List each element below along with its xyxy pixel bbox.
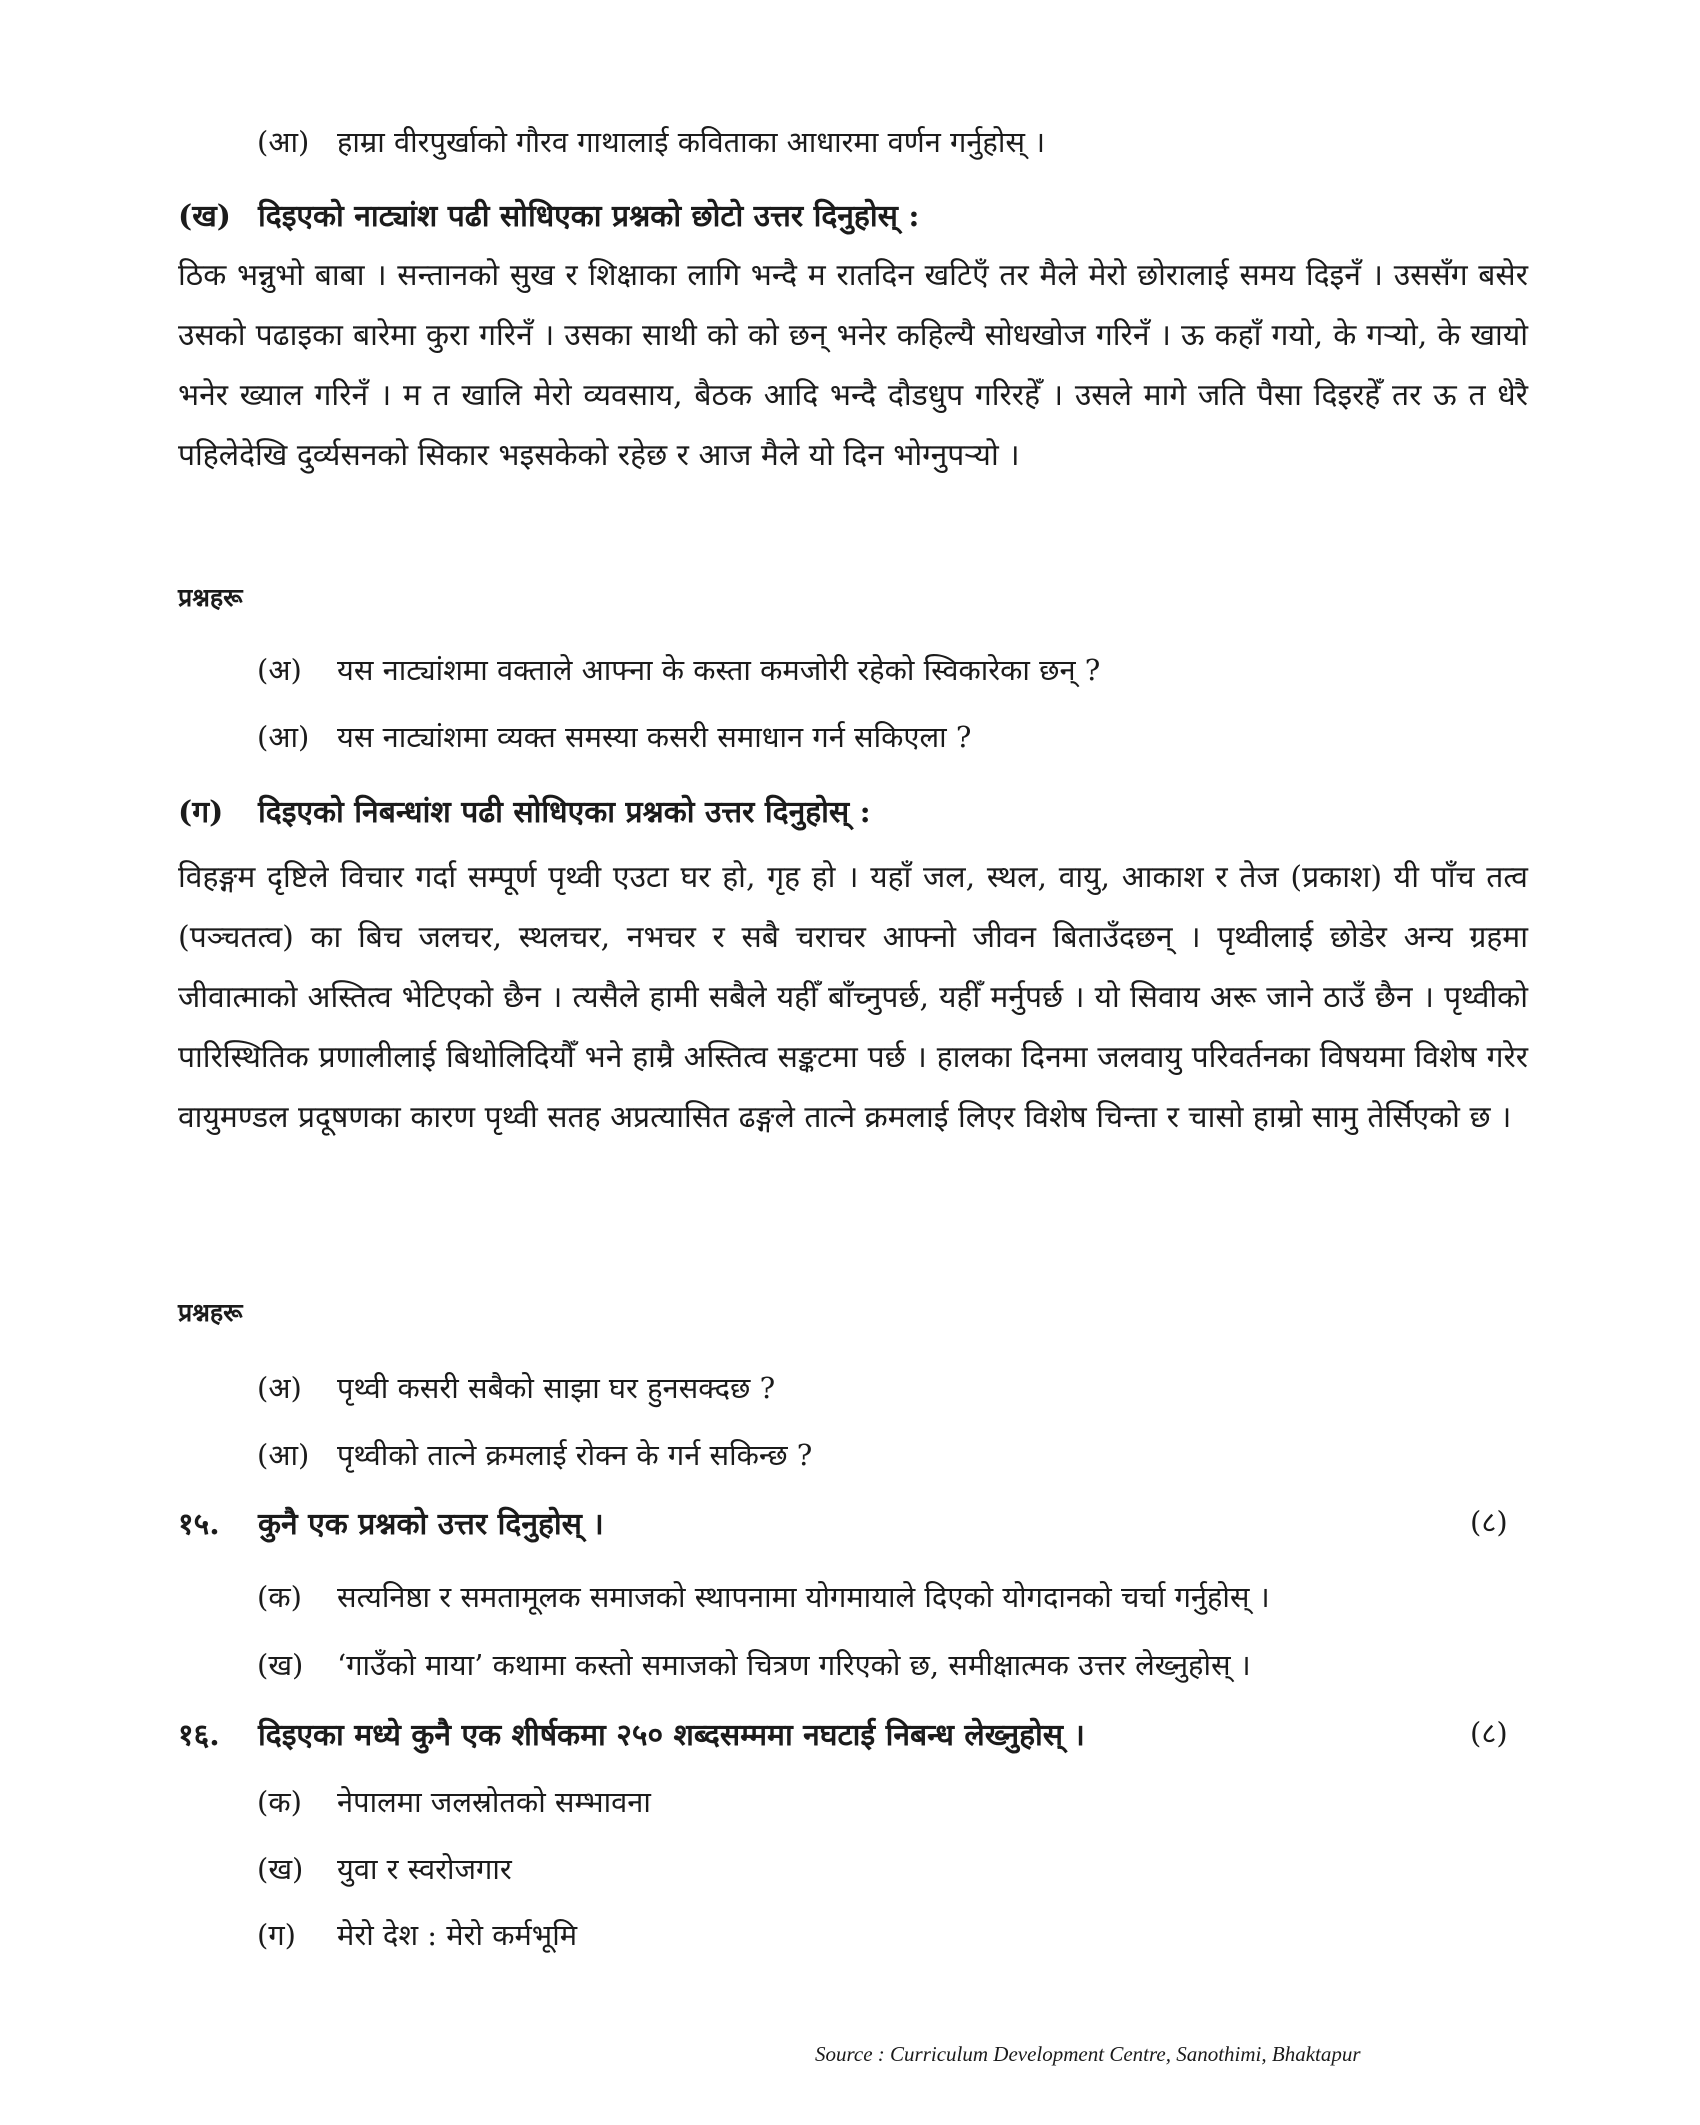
question-label: (अ) [257,1371,302,1405]
option-item [257,1915,577,1954]
section-kha-heading [178,194,919,235]
option-text: मेरो देश : मेरो कर्मभूमि [337,1918,578,1952]
option-text: युवा र स्वरोजगार [337,1852,512,1886]
option-item [257,1577,1270,1616]
section-label: (ग) [178,795,224,830]
sub-question-text: हाम्रा वीरपुर्खाको गौरव गाथालाई कविताका आधारमा वर्णन गर्नुहोस् । [337,125,1046,159]
questions-label: प्रश्नहरू [178,583,243,612]
question-text: यस नाट्यांशमा वक्ताले आफ्ना के कस्ता कमजोरी रहेको स्विकारेका छन् ? [337,653,1101,687]
option-label: (क) [257,1580,302,1614]
option-text: ‘गाउँको माया’ कथामा कस्तो समाजको चित्रण गरिएको छ, समीक्षात्मक उत्तर लेख्नुहोस् । [337,1648,1251,1682]
question-heading-text: कुनै एक प्रश्नको उत्तर दिनुहोस् । [258,1507,604,1542]
question-item [257,650,1100,689]
question-item [257,1435,812,1474]
question-text: पृथ्वीको तात्ने क्रमलाई रोक्न के गर्न सकिन्छ ? [337,1438,813,1472]
option-label: (ख) [257,1852,304,1886]
option-label: (ग) [257,1918,296,1952]
question-number: १६. [178,1718,220,1753]
source-credit: Source : Curriculum Development Centre, Sanothimi, Bhaktapur [815,2042,1361,2066]
section-ga-heading [178,790,871,831]
sub-question-ka-aa [257,122,1045,161]
option-label: (ख) [257,1648,304,1682]
section-label: (ख) [178,199,231,234]
question-label: (अ) [257,653,302,687]
option-text: नेपालमा जलस्रोतको सम्भावना [337,1785,651,1819]
section-heading-text: दिइएको नाट्यांश पढी सोधिएका प्रश्नको छोटो उत्तर दिनुहोस् : [258,199,920,234]
drama-passage: ठिक भन्नुभो बाबा । सन्तानको सुख र शिक्षाका लागि भन्दै म रातदिन खटिएँ तर मैले मेरो छोरालाई समय दिइनँ । उससँग बसेर उसको पढाइका बारेमा कुरा गरिनँ । उसका साथी को को छन् भनेर कहिल्यै सोधखोज गरिनँ । ऊ कहाँ गयो, के गऱ्यो, के खायो भनेर ख्याल गरिनँ । म त खालि मेरो व्यवसाय, बैठक आदि भन्दै दौडधुप गरिरहेँ । उसले मागे जति पैसा दिइरहेँ तर ऊ त धेरै पहिलेदेखि दुर्व्यसनको सिकार भइसकेको रहेछ र आज मैले यो दिन भोग्नुपऱ्यो । [178,258,1528,473]
question-item [257,717,971,756]
option-label: (क) [257,1785,302,1819]
option-item [257,1782,651,1821]
question-label: (आ) [257,720,310,754]
question-heading-text: दिइएका मध्ये कुनै एक शीर्षकमा २५० शब्दसम्ममा नघटाई निबन्ध लेख्नुहोस् । [258,1718,1085,1753]
question-label: (आ) [257,1438,310,1472]
question-16-heading [178,1713,1085,1754]
question-15-marks: (८) [1470,1505,1508,1539]
option-text: सत्यनिष्ठा र समतामूलक समाजको स्थापनामा योगमायाले दिएको योगदानको चर्चा गर्नुहोस् । [337,1580,1270,1614]
section-heading-text: दिइएको निबन्धांश पढी सोधिएका प्रश्नको उत्तर दिनुहोस् : [258,795,871,830]
option-item [257,1645,1251,1684]
question-15-heading [178,1502,604,1543]
question-16-marks: (८) [1470,1716,1508,1750]
questions-label: प्रश्नहरू [178,1298,243,1327]
sub-question-label: (आ) [257,125,310,159]
option-item [257,1849,512,1888]
question-number: १५. [178,1507,220,1542]
question-text: पृथ्वी कसरी सबैको साझा घर हुनसक्दछ ? [337,1371,776,1405]
question-text: यस नाट्यांशमा व्यक्त समस्या कसरी समाधान गर्न सकिएला ? [337,720,972,754]
essay-passage: विहङ्गम दृष्टिले विचार गर्दा सम्पूर्ण पृथ्वी एउटा घर हो, गृह हो । यहाँ जल, स्थल, वायु, आकाश र तेज (प्रकाश) यी पाँच तत्व (पञ्चतत्व) का बिच जलचर, स्थलचर, नभचर र सबै चराचर आफ्नो जीवन बिताउँदछन् । पृथ्वीलाई छोडेर अन्य ग्रहमा जीवात्माको अस्तित्व भेटिएको छैन । त्यसैले हामी सबैले यहीँ बाँच्नुपर्छ, यहीँ मर्नुपर्छ । यो सिवाय अरू जाने ठाउँ छैन । पृथ्वीको पारिस्थितिक प्रणालीलाई बिथोलिदियौँ भने हाम्रै अस्तित्व सङ्कटमा पर्छ । हालका दिनमा जलवायु परिवर्तनका विषयमा विशेष गरेर वायुमण्डल प्रदूषणका कारण पृथ्वी सतह अप्रत्यासित ढङ्गले तात्ने क्रमलाई लिएर विशेष चिन्ता र चासो हाम्रो सामु तेर्सिएको छ । [178,860,1528,1135]
question-item [257,1368,775,1407]
